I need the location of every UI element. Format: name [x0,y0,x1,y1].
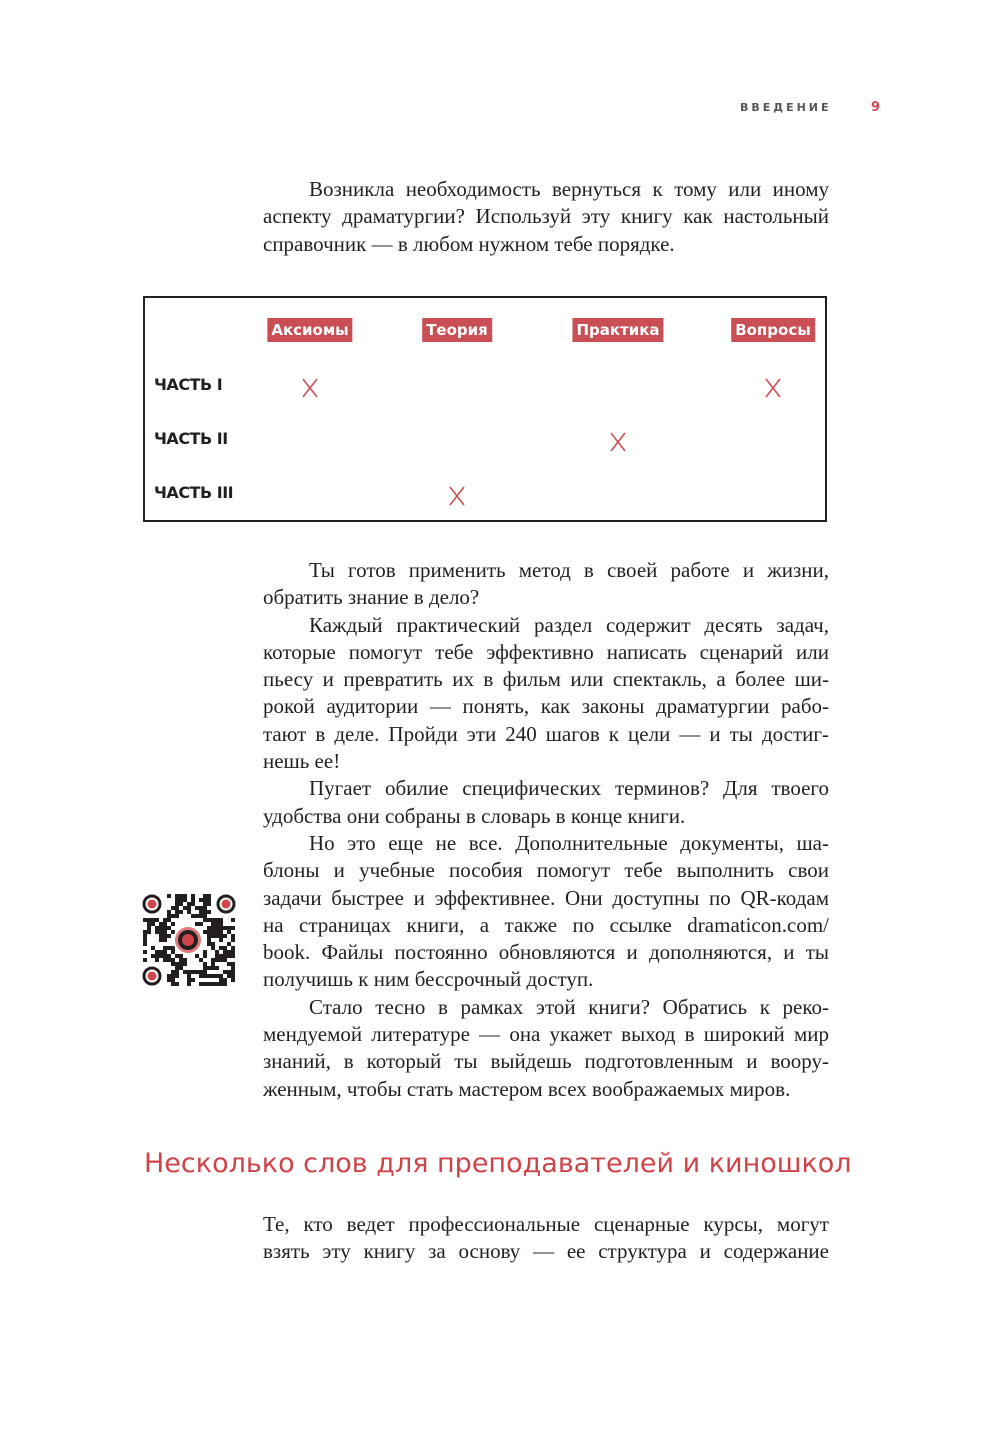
text-line: справочник — в любом нужном тебе порядке. [263,231,675,256]
outro-paragraph [263,1211,829,1266]
text-line: пьесу и превратить их в фильм или спектакль, а более ши- [263,667,829,692]
qr-finder-top-left [144,896,160,912]
text-line: тают в деле. Пройди эти 240 шагов к цели — и ты достиг- [263,721,829,746]
text-line: Те, кто ведет профессиональные сценарные курсы, могут [263,1212,829,1236]
page-number: 9 [871,100,881,115]
row-label: ЧАСТЬ I [154,375,223,394]
qr-finder-bottom-left [144,968,160,984]
intro-paragraph [263,176,829,258]
text-line: Но это еще не все. Дополнительные документы, ша- [309,830,829,855]
text-line: блоны и учебные пособия помогут тебе выполнить свои [263,858,829,883]
text-line: которые помогут тебе эффективно написать сценарий или [263,639,829,664]
text-line: обратить знание в дело? [263,585,480,610]
x-mark [766,379,780,397]
text-line: Каждый практический раздел содержит десять задач, [309,612,829,637]
text-line: знаний, в который ты выйдешь подготовленным и воору- [263,1049,829,1074]
text-line: рокой аудитории — понять, как законы драматургии рабо- [263,694,829,719]
column-label: Аксиомы [267,318,352,342]
text-line: аспекту драматургии? Используй эту книгу как настольный [263,204,829,229]
x-mark [450,487,464,505]
text-line: book. Файлы постоянно обновляются и дополняются, и ты [263,940,829,965]
column-label: Теория [422,318,492,342]
text-line: нешь ее! [263,749,341,774]
text-line: мендуемой литературе — она укажет выход в широкий мир [263,1022,829,1047]
qr-center-logo [173,925,203,955]
running-header: ВВЕДЕНИЕ [740,101,832,114]
qr-finder-top-right [218,896,234,912]
x-mark [611,433,625,451]
section-heading: Несколько слов для преподавателей и киношкол [144,1148,852,1179]
text-line: Стало тесно в рамках этой книги? Обратись к реко- [309,994,829,1019]
text-line: задачи быстрее и эффективнее. Они доступны по QR-кодам [263,885,829,910]
text-line: получишь к ним бессрочный доступ. [263,967,594,992]
structure-table [143,296,827,522]
qr-code[interactable] [142,893,236,987]
column-label: Практика [572,318,663,342]
text-line: удобства они собраны в словарь в конце книги. [263,803,686,828]
text-line: на страницах книги, а также по ссылке dramaticon.com/ [263,912,829,937]
text-line: Возникла необходимость вернуться к тому или иному [309,177,829,201]
row-label: ЧАСТЬ II [154,429,228,448]
text-line: женным, чтобы стать мастером всех воображаемых миров. [263,1076,791,1101]
text-line: Ты готов применить метод в своей работе и жизни, [309,558,829,582]
text-line: взять эту книгу за основу — ее структура и содержание [263,1239,829,1264]
body-text [263,557,829,1103]
column-label: Вопросы [731,318,815,342]
row-label: ЧАСТЬ III [154,483,234,502]
text-line: Пугает обилие специфических терминов? Для твоего [309,776,829,801]
x-mark [303,379,317,397]
